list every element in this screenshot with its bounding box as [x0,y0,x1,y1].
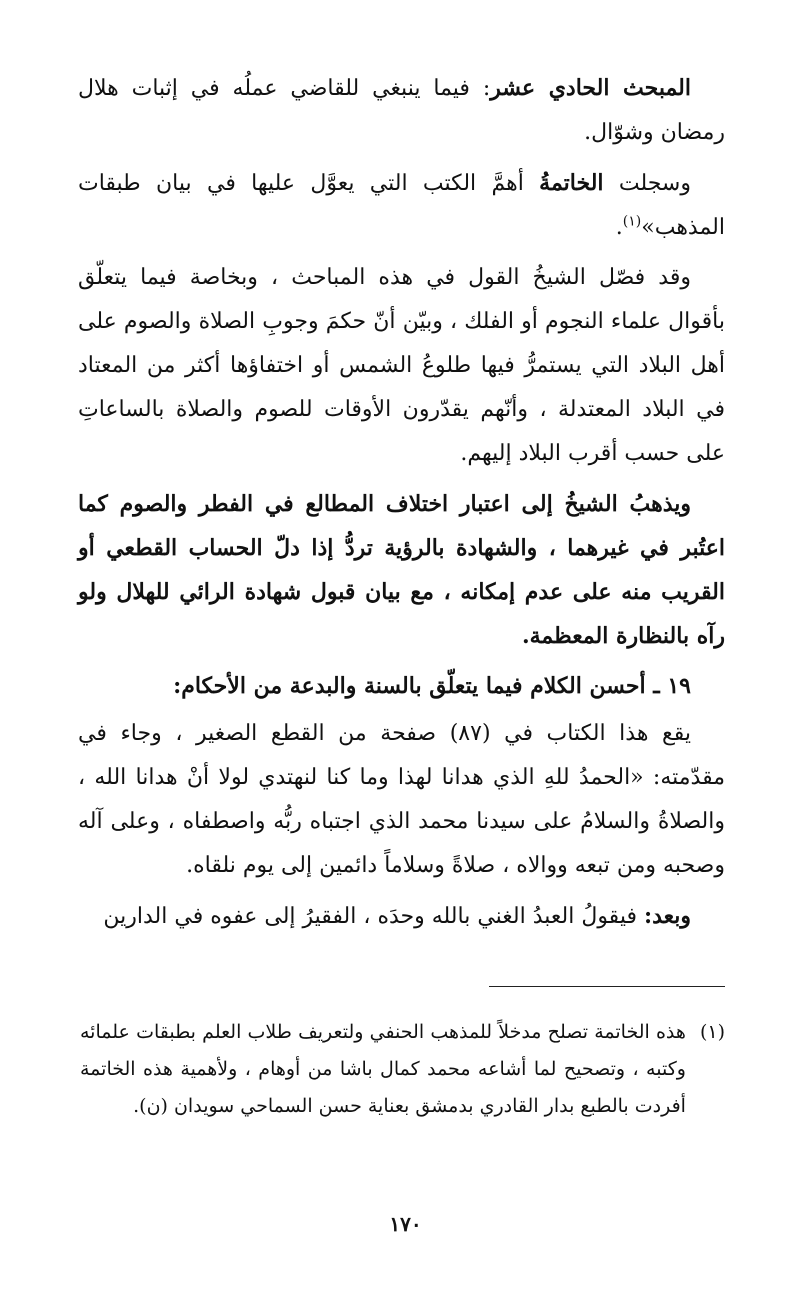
conclusion-text: أهمَّ الكتب التي يعوَّل عليها في بيان طبقات المذهب» [78,171,725,240]
after-praise-label: وبعد: [643,903,691,929]
footnotes [80,1014,725,1125]
conclusion-end: . [615,215,623,240]
after-praise-text: فيقولُ العبدُ الغني بالله وحدَه ، الفقيرُ إلى عفوه في الدارين [103,904,644,929]
section-heading-19: ١٩ ـ أحسن الكلام فيما يتعلّق بالسنة والبدعة من الأحكام: [173,673,691,699]
footnote-separator [489,986,725,987]
footnote-text: هذه الخاتمة تصلح مدخلاً للمذهب الحنفي ولتعريف طلاب العلم بطبقات علمائه وكتبه ، وتصحيح لما أشاعه محمد كمال باشا من أوهام ، ولأهمية هذه الخاتمة أفردت بالطبع بدار القادري بدمشق بعناية حسن السماحي سويدان (ن). [80,1021,686,1117]
paragraph-book-description: يقع هذا الكتاب في (٨٧) صفحة من القطع الصغير ، وجاء في مقدّمته: «الحمدُ للهِ الذي هدانا لهذا وما كنا لنهتدي لولا أنْ هدانا الله ، والصلاةُ والسلامُ على سيدنا محمد الذي اجتباه ربُّه واصطفاه ، وعلى آله وصحبه ومن تبعه ووالاه ، صلاةً وسلاماً دائمين إلى يوم نلقاه. [78,721,725,878]
paragraph-detail: وقد فصّل الشيخُ القول في هذه المباحث ، وبخاصة فيما يتعلّق بأقوال علماء النجوم أو الفلك ، وبيّن أنّ حكمَ وجوبِ الصلاة والصوم على أهل البلاد التي يستمرُّ فيها طلوعُ الشمس أو اختفاؤها أكثر من المعتاد في البلاد المعتدلة ، وأنّهم يقدّرون الأوقات للصوم والصلاة بالساعاتِ على حسب أقرب البلاد إليهم. [78,265,725,466]
page-number: ١٧٠ [389,1212,422,1236]
paragraph-conclusion [78,161,725,250]
footnote-number: (١) [699,1021,725,1043]
conclusion-word: الخاتمةُ [539,170,604,196]
eleventh-topic-text: : فيما ينبغي للقاضي عملُه في إثبات هلال رمضان وشوّال. [78,76,725,145]
paragraph-eleventh-topic [78,66,725,155]
conclusion-intro: وسجلت [603,171,691,196]
footnote-reference[interactable]: (١) [622,213,642,230]
eleventh-topic-label: المبحث الحادي عشر [490,75,691,101]
footnote-item [80,1014,725,1125]
paragraph-after-praise [78,894,725,939]
paragraph-moon-sighting: ويذهبُ الشيخُ إلى اعتبار اختلاف المطالع في الفطر والصوم كما اعتُبر في غيرهما ، والشهادة بالرؤية تردُّ إذا دلّ الحساب القطعي أو القريب منه على عدم إمكانه ، مع بيان قبول شهادة الرائي للهلال ولو رآه بالنظارة المعظمة. [78,491,725,649]
